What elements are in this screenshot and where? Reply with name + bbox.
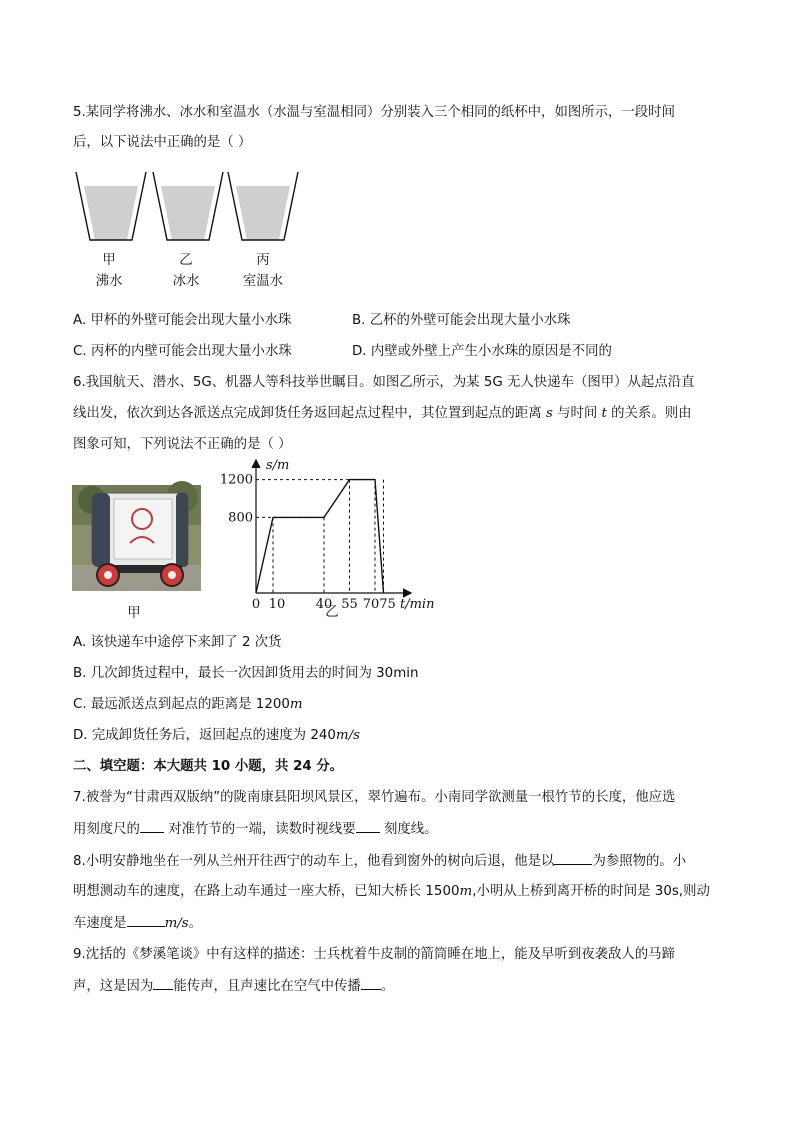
graph-label-yi: 乙 [325,605,339,620]
x-axis-label: t/min [400,597,435,612]
cup-yi-content: 冰水 [172,274,200,289]
q5-stem-line1: 5.某同学将沸水、冰水和室温水（水温与室温相同）分别装入三个相同的纸杯中，如图所示，一段时间 [73,105,675,120]
q9-stem-line2: 声，这是因为 能传声，且声速比在空气中传播 。 [73,979,395,994]
q6-stem-line1: 6.我国航天、潜水、5G、机器人等科技举世瞩目。如图乙所示，为某 5G 无人快递车（图甲）从起点沿直 [73,375,695,390]
x-tick-10: 10 [268,597,286,612]
cup-bing-name: 丙 [256,253,270,268]
q6-option-a[interactable]: A. 该快递车中途停下来卸了 2 次货 [73,635,282,650]
q6-stem-line2: 线出发，依次到达各派送点完成卸货任务返回起点过程中，其位置到起点的距离 s 与时间 t 的关系。则由 [73,406,692,421]
delivery-robot-photo [72,485,201,591]
q6-option-b[interactable]: B. 几次卸货过程中，最长一次因卸货用去的时间为 30min [73,666,419,681]
photo-label-jia: 甲 [127,606,141,621]
q7-stem-line1: 7.被誉为“甘肃西双版纳”的陇南康县阳坝风景区，翠竹遍布。小南同学欲测量一根竹节的长度，他应选 [73,790,676,805]
q7-blank-2[interactable] [356,820,380,833]
q8-stem-line1: 8.小明安静地坐在一列从兰州开往西宁的动车上，他看到窗外的树向后退，他是以 为参照物的。小 [73,854,687,869]
q8-stem-line3: 车速度是 m/s。 [73,916,203,931]
y-tick-800: 800 [228,510,253,526]
cup-bing-content: 室温水 [242,274,284,289]
q7-stem-line2: 用刻度尺的 对准竹节的一端，读数时视线要 刻度线。 [73,822,438,837]
cup-jia-content: 沸水 [95,274,123,289]
q8-stem-line2: 明想测动车的速度，在路上动车通过一座大桥，已知大桥长 1500m,小明从上桥到离开桥的时间是 30s,则动 [73,884,710,899]
q8-blank-2[interactable] [127,914,165,927]
cups-figure [70,168,300,244]
q9-blank-2[interactable] [361,977,381,990]
y-axis-label: s/m [266,458,290,473]
q6-stem-line3: 图象可知，下列说法不正确的是（ ） [73,437,292,452]
q5-option-b[interactable]: B. 乙杯的外壁可能会出现大量小水珠 [352,313,571,328]
q6-option-d[interactable]: D. 完成卸货任务后，返回起点的速度为 240m/s [73,728,360,743]
q9-blank-1[interactable] [153,977,173,990]
x-tick-40: 40 [315,597,333,612]
q9-stem-line1: 9.沈括的《梦溪笔谈》中有这样的描述：士兵枕着牛皮制的箭筒睡在地上，能及早听到夜袭敌人的马蹄 [73,947,675,962]
x-tick-55: 55 [341,597,358,612]
s-t-graph [219,455,447,625]
cup-jia-name: 甲 [102,253,116,268]
cup-yi-icon [153,172,223,240]
s-t-curve [256,480,384,593]
q6-option-c[interactable]: C. 最远派送点到起点的距离是 1200m [73,697,303,712]
q8-blank-1[interactable] [554,852,592,865]
cup-jia-icon [76,172,146,240]
cup-yi-name: 乙 [179,253,193,268]
cup-bing-icon [228,172,298,240]
q7-blank-1[interactable] [140,820,164,833]
q5-option-a[interactable]: A. 甲杯的外壁可能会出现大量小水珠 [73,313,292,328]
q5-option-d[interactable]: D. 内壁或外壁上产生小水珠的原因是不同的 [352,344,612,359]
y-tick-1200: 1200 [219,472,253,488]
section-2-title: 二、填空题：本大题共 10 小题，共 24 分。 [73,759,344,774]
q5-option-c[interactable]: C. 丙杯的内壁可能会出现大量小水珠 [73,344,292,359]
x-tick-70-75: 7075 [362,597,396,612]
x-tick-0: 0 [251,597,261,612]
q5-stem-line2: 后，以下说法中正确的是（ ） [73,135,252,150]
